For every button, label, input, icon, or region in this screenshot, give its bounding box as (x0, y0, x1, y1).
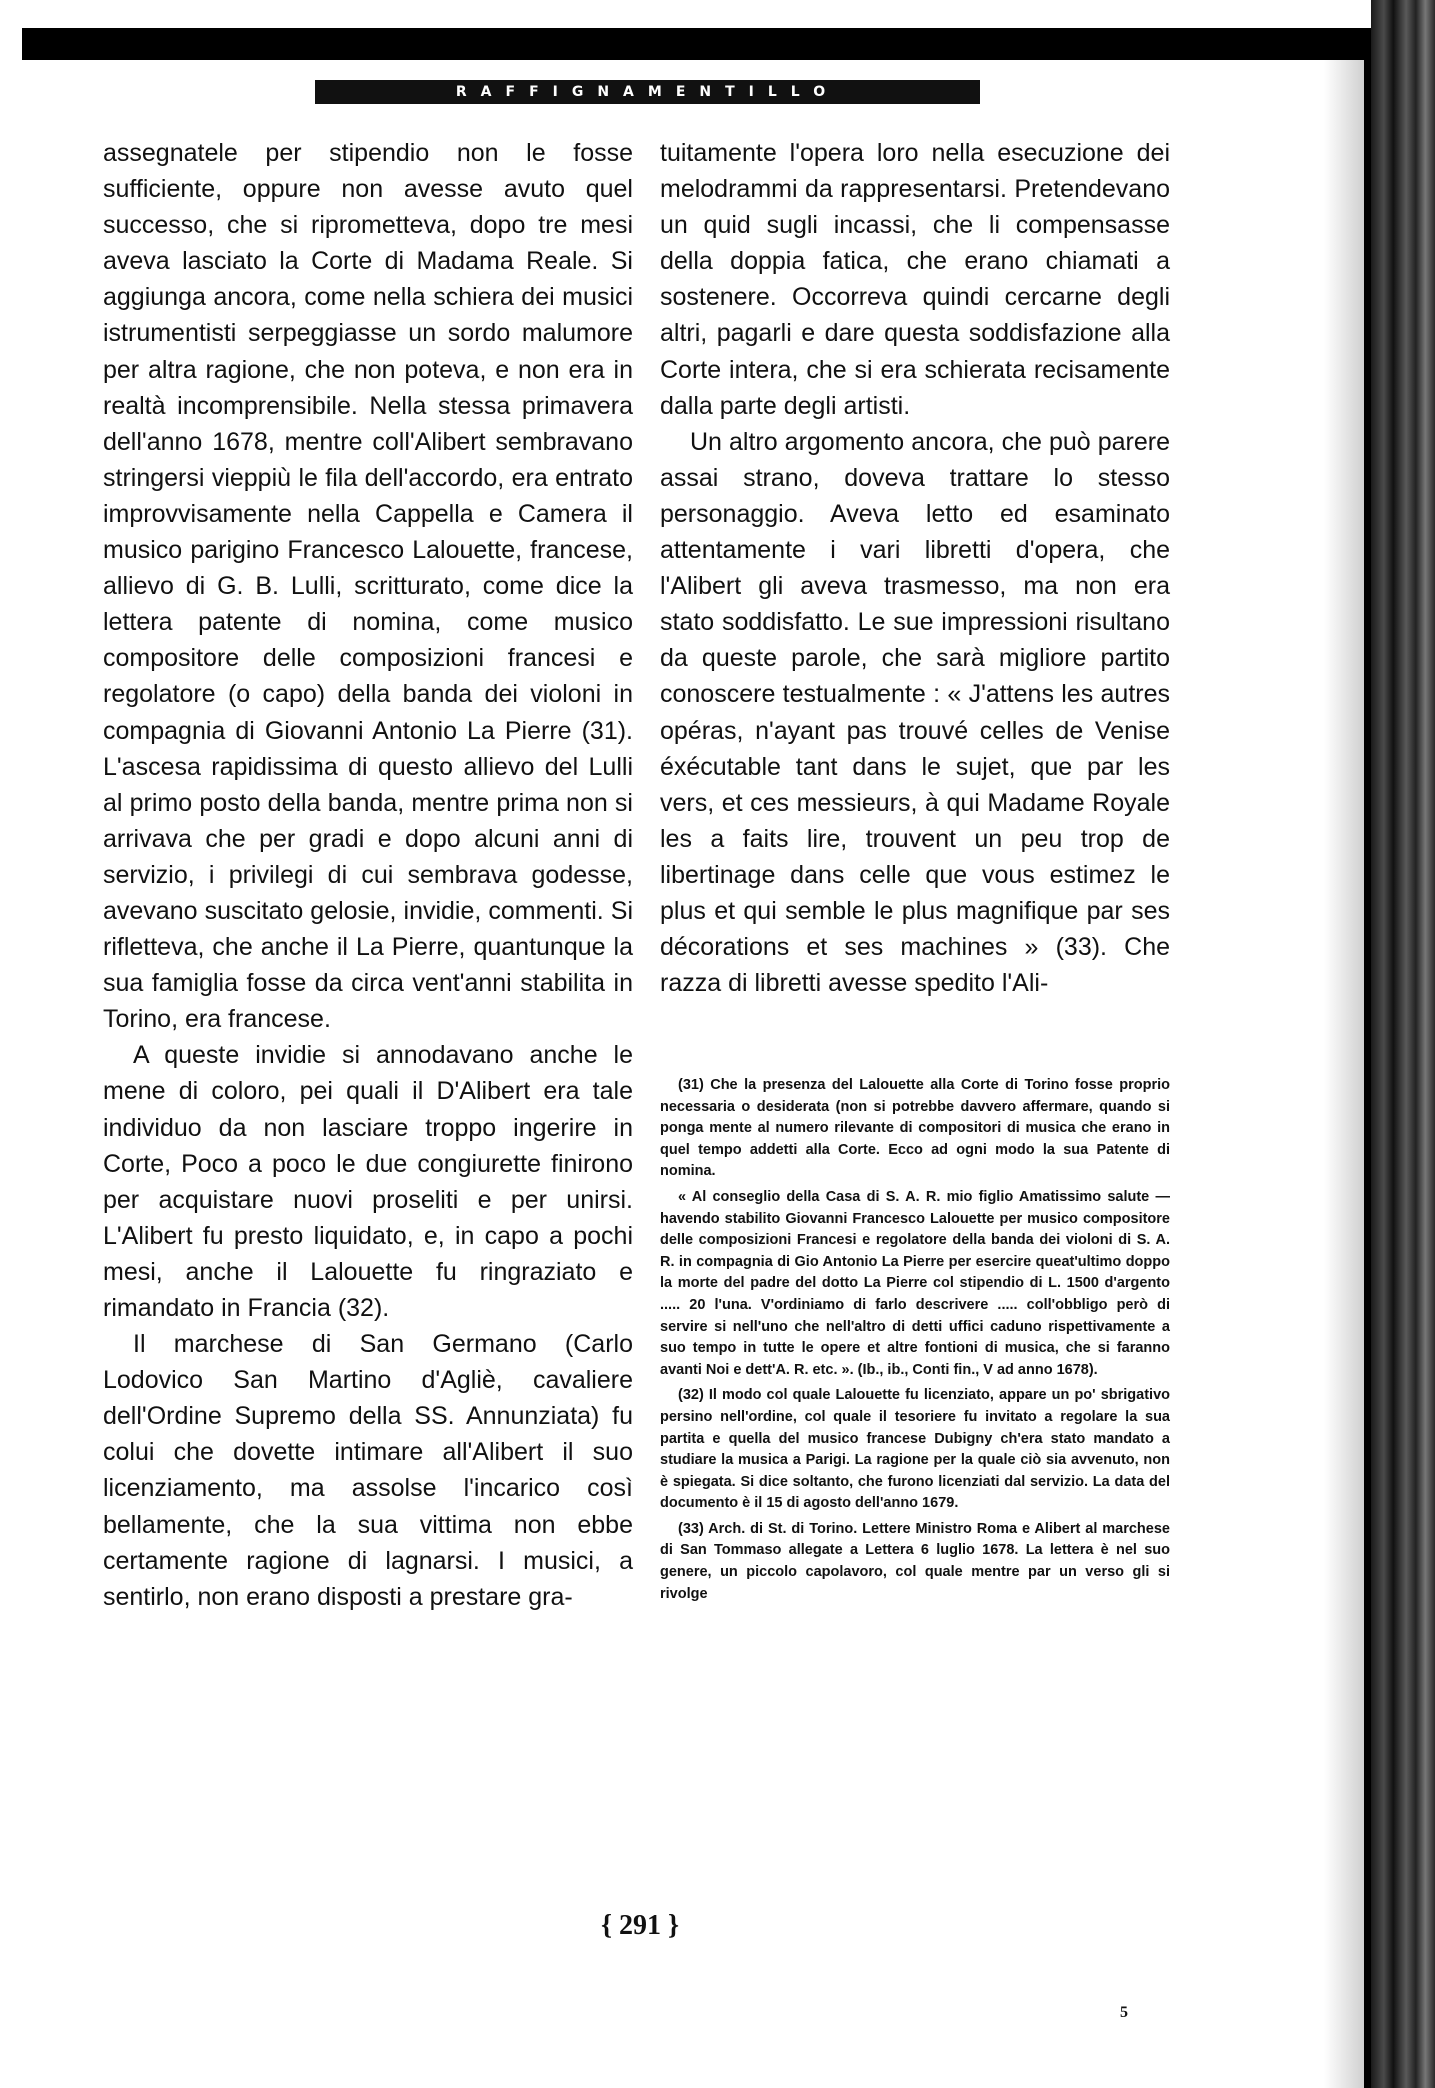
footnote-31: (31) Che la presenza del Lalouette alla Corte di Torino fosse proprio necessaria o desiderata (non si potrebbe davvero affermare, quando si ponga mente al numero rilevante di compositori di musica che erano in quel tempo addetti alla Corte. Ecco ad ogni modo la sua Patente di nomina. (660, 1077, 1170, 1180)
signature-mark: 5 (1120, 2004, 1128, 2021)
book-fore-edge (1371, 0, 1435, 2088)
right-paragraph-2: Un altro argomento ancora, che può parere assai strano, doveva trattare lo stesso personaggio. Aveva letto ed esaminato attentamente i vari libretti d'opera, che l'Alibert gli aveva trasmesso, ma non era stato soddisfatto. Le sue impressioni risultano da queste parole, che sarà migliore partito conoscere testualmente : « J'attens les autres opéras, n'ayant pas trouvé celles de Venise éxécutable tant dans le sujet, que par les vers, et ces messieurs, à qui Madame Royale les a faits lire, trouvent un peu trop de libertinage dans celle que vous estimez le plus et qui semble le plus magnifique par ses décorations et ses machines » (33). Che razza di libretti avesse spedito l'Ali- (660, 427, 1170, 998)
running-head: RAFFIGNAMENTILLO (315, 80, 980, 104)
left-paragraph-3: Il marchese di San Germano (Carlo Lodovico San Martino d'Agliè, cavaliere dell'Ordine Supremo della SS. Annunziata) fu colui che dovette intimare all'Alibert il suo licenziamento, ma assolse l'incarico così bellamente, che la sua vittima non ebbe certamente ragione di lagnarsi. I musici, a sentirlo, non erano disposti a prestare gra- (103, 1330, 633, 1611)
page-number-ornament-right: } (661, 1910, 680, 1941)
left-paragraph-2: A queste invidie si annodavano anche le mene di coloro, pei quali il D'Alibert era tale individuo da non lasciare troppo ingerire in Corte, Poco a poco le due congiurette finirono per acquistare nuovi proseliti e per unirsi. L'Alibert fu presto liquidato, e, in capo a pochi mesi, anche il Lalouette fu ringraziato e rimandato in Francia (32). (103, 1041, 633, 1322)
scan-left-margin (0, 0, 22, 2088)
scan-top-margin (0, 0, 1435, 28)
page-number (560, 1910, 720, 1942)
page-number-value: 291 (619, 1910, 661, 1941)
footnote-31-quote: « Al conseglio della Casa di S. A. R. mio figlio Amatissimo salute — havendo stabilito Giovanni Francesco Lalouette per musico compositore delle composizioni Francesi e regolatore della banda dei violoni di S. A. R. in compagnia di Gio Antonio La Pierre per esercire queat'ultimo doppo la morte del padre del dotto La Pierre col stipendio di L. 1500 d'argento ..... 20 l'una. V'ordiniamo di farlo descrivere ..... coll'obbligo però di servire si nell'uno che nell'altro di detti uffici caduno rispettivamente a suo tempo in tutte le opere et altre fontioni di musica, che si faranno avanti Noi e dett'A. R. etc. ». (Ib., ib., Conti fin., V ad anno 1678). (660, 1188, 1170, 1378)
footnote-32: (32) Il modo col quale Lalouette fu licenziato, appare un po' sbrigativo persino nell'ordine, col quale il tesoriere fu invitato a regolare la sua partita e quella del musico francese Dubigny ch'era stato mandato a studiare la musica a Parigi. La ragione per la quale ciò sia avvenuto, non è spiegata. Si dice soltanto, che furono licenziati dal servizio. La data del documento è il 15 di agosto dell'anno 1679. (660, 1387, 1170, 1512)
page-gutter-shadow (1324, 60, 1364, 2088)
footnotes (660, 1075, 1170, 1609)
left-paragraph-1: assegnatele per stipendio non le fosse sufficiente, oppure non avesse avuto quel successo, che si riprometteva, dopo tre mesi aveva lasciato la Corte di Madama Reale. Si aggiunga ancora, come nella schiera dei musici istrumentisti serpeggiasse un sordo malumore per altra ragione, che non poteva, e non era in realtà incomprensibile. Nella stessa primavera dell'anno 1678, mentre coll'Alibert sembravano stringersi vieppiù le fila dell'accordo, era entrato improvvisamente nella Cappella e Camera il musico parigino Francesco Lalouette, francese, allievo di G. B. Lulli, scritturato, come dice la lettera patente di nomina, come musico compositore delle composizioni francesi e regolatore (o capo) della banda dei violoni in compagnia di Giovanni Antonio La Pierre (31). L'ascesa rapidissima di questo allievo del Lulli al primo posto della banda, mentre prima non si arrivava che per gradi e dopo alcuni anni di servizio, i privilegi di cui sembrava godesse, avevano suscitato gelosie, invidie, commenti. Si rifletteva, che anche il La Pierre, quantunque la sua famiglia fosse da circa vent'anni stabilita in Torino, era francese. (103, 139, 633, 1034)
right-column (660, 135, 1170, 1001)
footnote-33: (33) Arch. di St. di Torino. Lettere Ministro Roma e Alibert al marchese di San Tommaso allegate a Lettera 6 luglio 1678. La lettera è nel suo genere, un piccolo capolavoro, col quale mentre par un verso gli si rivolge (660, 1520, 1170, 1602)
left-column (103, 135, 633, 1615)
right-paragraph-1: tuitamente l'opera loro nella esecuzione dei melodrammi da rappresentarsi. Pretendevano un quid sugli incassi, che li compensasse della doppia fatica, che erano chiamati a sostenere. Occorreva quindi cercarne degli altri, pagarli e dare questa soddisfazione alla Corte intera, che si era schierata recisamente dalla parte degli artisti. (660, 139, 1170, 420)
page-number-ornament-left: { (600, 1910, 619, 1941)
